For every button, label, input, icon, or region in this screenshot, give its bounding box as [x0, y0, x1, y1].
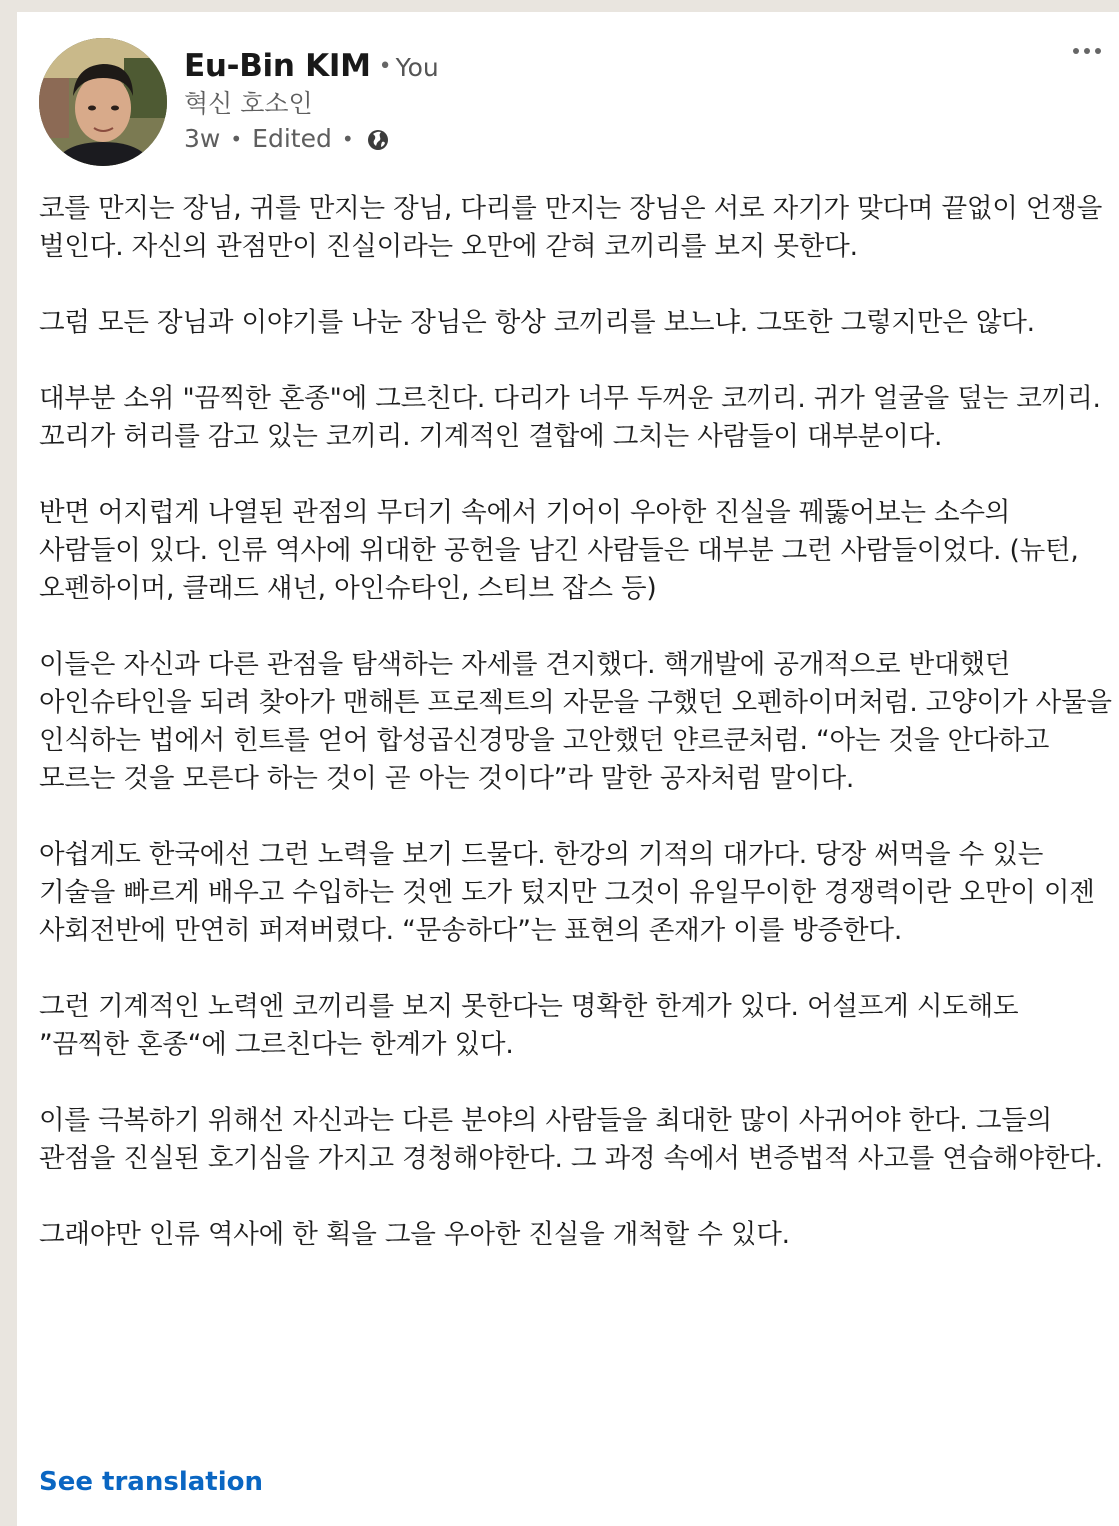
globe-icon [366, 127, 390, 151]
post-paragraph: 코를 만지는 장님, 귀를 만지는 장님, 다리를 만지는 장님은 서로 자기가 맞다며 끝없이 언쟁을 벌인다. 자신의 관점만이 진실이라는 오만에 갇혀 코끼리를 보지 못한다. [39, 193, 1103, 262]
author-headline: 혁신 호소인 [184, 89, 313, 118]
post-paragraph: 대부분 소위 "끔찍한 혼종"에 그르친다. 다리가 너무 두꺼운 코끼리. 귀가 얼굴을 덮는 코끼리. 꼬리가 허리를 감고 있는 코끼리. 기계적인 결합에 그치는 사람들이 대부분이다. [39, 383, 1101, 452]
post-paragraph: 아쉽게도 한국에선 그런 노력을 보기 드물다. 한강의 기적의 대가다. 당장 써먹을 수 있는 기술을 빠르게 배우고 수입하는 것엔 도가 텄지만 그것이 유일무이한 경쟁력이란 오만이 이젠 사회전반에 만연히 퍼져버렸다. “문송하다”는 표현의 존재가 이를 방증한다. [39, 839, 1095, 946]
author-line [184, 46, 439, 91]
post-paragraph: 그럼 모든 장님과 이야기를 나눈 장님은 항상 코끼리를 보느냐. 그또한 그렇지만은 않다. [39, 307, 1035, 338]
see-translation-link[interactable]: See translation [39, 1467, 263, 1497]
more-horizontal-icon [1072, 47, 1102, 55]
post-paragraph: 그런 기계적인 노력엔 코끼리를 보지 못한다는 명확한 한계가 있다. 어설프게 시도해도 ”끔찍한 혼종“에 그르친다는 한계가 있다. [39, 991, 1019, 1060]
post-time: 3w [184, 124, 221, 153]
bullet-separator: • [378, 54, 392, 79]
avatar[interactable] [39, 38, 167, 166]
avatar-photo [39, 38, 167, 166]
meta-separator: • [341, 127, 354, 151]
post-paragraph: 이를 극복하기 위해선 자신과는 다른 분야의 사람들을 최대한 많이 사귀어야 한다. 그들의 관점을 진실된 호기심을 가지고 경청해야한다. 그 과정 속에서 변증법적 사고를 연습해야한다. [39, 1105, 1103, 1174]
relation-label: You [395, 53, 439, 82]
meta-separator: • [230, 127, 243, 151]
post-paragraph: 반면 어지럽게 나열된 관점의 무더기 속에서 기어이 우아한 진실을 꿰뚫어보는 소수의 사람들이 있다. 인류 역사에 위대한 공헌을 남긴 사람들은 대부분 그런 사람들이었다. (뉴턴, 오펜하이머, 클래드 섀넌, 아인슈타인, 스티브 잡스 등) [39, 497, 1079, 604]
post-meta [184, 122, 390, 156]
post-card [17, 12, 1119, 1526]
post-paragraph: 이들은 자신과 다른 관점을 탐색하는 자세를 견지했다. 핵개발에 공개적으로 반대했던 아인슈타인을 되려 찾아가 맨해튼 프로젝트의 자문을 구했던 오펜하이머처럼. 고양이가 사물을 인식하는 법에서 힌트를 얻어 합성곱신경망을 고안했던 얀르쿤처럼. “아는 것을 안다하고 모르는 것을 모른다 하는 것이 곧 아는 것이다”라 말한 공자처럼 말이다. [39, 649, 1112, 794]
author-name[interactable]: Eu-Bin KIM [184, 48, 371, 84]
post-body [39, 190, 1114, 1292]
post-paragraph: 그래야만 인류 역사에 한 획을 그을 우아한 진실을 개척할 수 있다. [39, 1219, 790, 1250]
more-options-button[interactable] [1067, 36, 1107, 66]
edited-label: Edited [252, 124, 332, 153]
